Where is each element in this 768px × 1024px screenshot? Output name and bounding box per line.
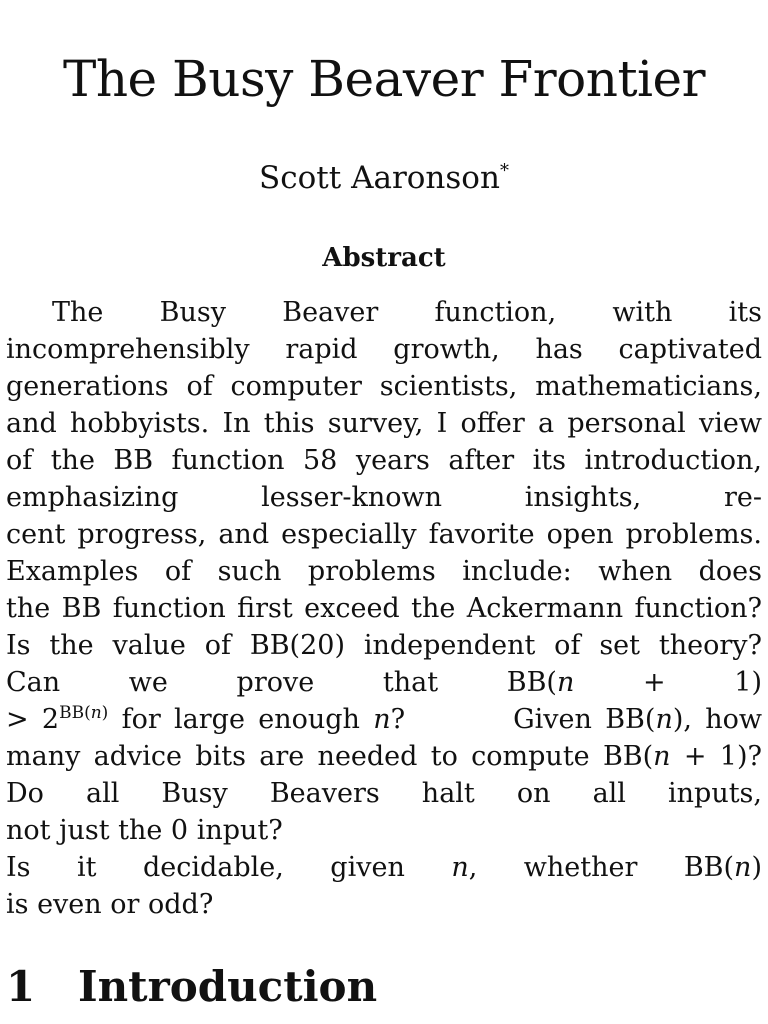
math-variable: n (556, 667, 575, 698)
abstract-line: Is the value of BB(20) independent of set theory? (6, 630, 762, 661)
abstract-line: and hobbyists. In this survey, I offer a personal view (6, 408, 762, 439)
section-number: 1 (6, 962, 36, 1011)
math-variable: n (655, 704, 673, 735)
abstract-line: many advice bits are needed to compute BB(n + 1)? (6, 741, 762, 772)
abstract-line: incomprehensibly rapid growth, has captivated (6, 334, 762, 365)
abstract-body (6, 294, 762, 923)
section-heading (6, 962, 377, 1011)
math-variable: n (373, 704, 391, 735)
paper-title: The Busy Beaver Frontier (62, 50, 706, 108)
math-variable: n (451, 852, 469, 883)
exponent: BB(n) (59, 703, 109, 723)
abstract-line-math: > $2^{BB(n)}$ for large enough n? Given BB(n), how (6, 703, 762, 735)
math-variable: n (734, 852, 752, 883)
author-line (0, 160, 768, 196)
author-footnote-mark: * (499, 160, 509, 182)
abstract-line: The Busy Beaver function, with its (52, 297, 762, 328)
abstract-line: Do all Busy Beavers halt on all inputs, (6, 778, 762, 809)
abstract-heading: Abstract (322, 243, 446, 273)
abstract-line: cent progress, and especially favorite open problems. (6, 519, 762, 550)
math-variable: n (90, 703, 102, 723)
abstract-line: of the BB function 58 years after its introduction, (6, 445, 762, 476)
abstract-line: generations of computer scientists, mathematicians, (6, 371, 762, 402)
section-title: Introduction (78, 962, 378, 1011)
author-name: Scott Aaronson (259, 160, 500, 196)
math-variable: n (653, 741, 671, 772)
abstract-line: Can we prove that BB(n + 1) (6, 667, 762, 698)
abstract-line: Is it decidable, given n, whether BB(n) (6, 852, 762, 883)
abstract-line: emphasizing lesser-known insights, re- (6, 482, 762, 513)
abstract-line: Examples of such problems include: when does (6, 556, 762, 587)
abstract-line: is even or odd? (6, 889, 214, 920)
abstract-line: not just the 0 input? (6, 815, 283, 846)
abstract-line: the BB function first exceed the Ackermann function? (6, 593, 762, 624)
